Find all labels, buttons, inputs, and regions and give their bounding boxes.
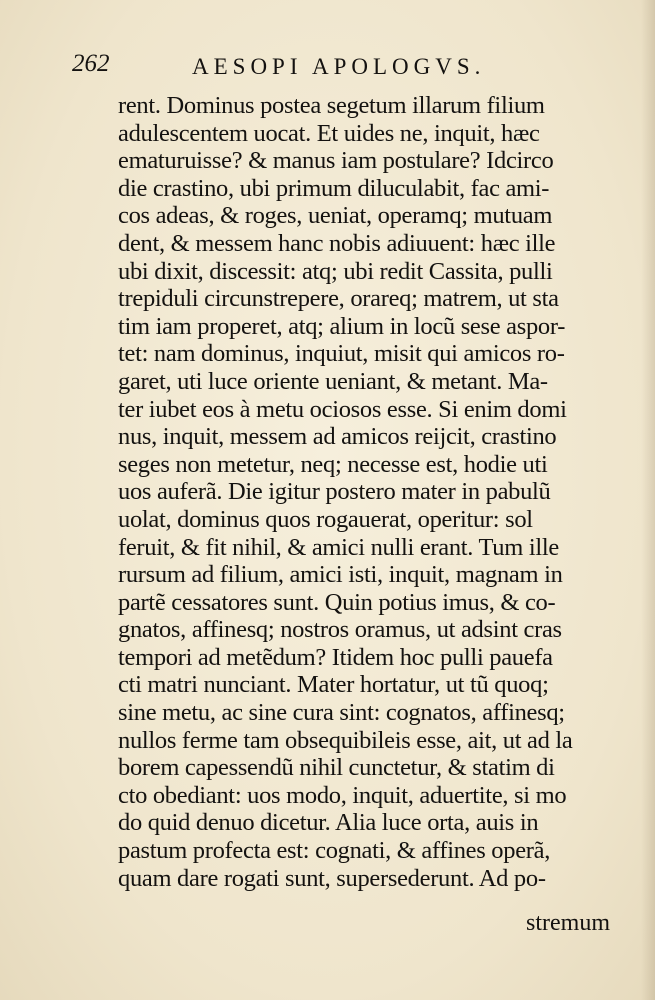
body-text: [118, 92, 628, 892]
text-line: uolat, dominus quos rogauerat, operitur: sol: [118, 505, 533, 533]
text-line: ter iubet eos à metu ociosos esse. Si enim domi: [118, 395, 567, 423]
text-line: feruit, & fit nihil, & amici nulli erant. Tum ille: [118, 533, 559, 561]
text-line: nus, inquit, messem ad amicos reijcit, crastino: [118, 423, 557, 451]
text-line: uos auferã. Die igitur postero mater in pabulũ: [118, 478, 551, 506]
text-line: gnatos, affinesq; nostros oramus, ut adsint cras: [118, 616, 562, 644]
text-line: die crastino, ubi primum diluculabit, fac ami-: [118, 174, 550, 202]
text-line: sine metu, ac sine cura sint: cognatos, affinesq;: [118, 699, 565, 727]
text-line: rursum ad filium, amici isti, inquit, magnam in: [118, 561, 563, 589]
text-line: quam dare rogati sunt, supersederunt. Ad po-: [118, 864, 546, 892]
text-line: pastum profecta est: cognati, & affines operã,: [118, 837, 551, 865]
page-edge-shadow: [641, 0, 655, 1000]
text-line: nullos ferme tam obsequibileis esse, ait, ut ad la: [118, 726, 573, 754]
text-line: partẽ cessatores sunt. Quin potius imus, & co-: [118, 588, 556, 616]
text-line: rent. Dominus postea segetum illarum filium: [118, 92, 545, 119]
running-title: AESOPI APOLOGVS.: [192, 54, 486, 79]
catchword: stremum: [526, 910, 610, 936]
text-line: cto obediant: uos modo, inquit, aduertite, si mo: [118, 781, 567, 809]
text-line: ematuruisse? & manus iam postulare? Idcirco: [118, 147, 554, 175]
text-line: dent, & messem hanc nobis adiuuent: hæc ille: [118, 229, 556, 257]
text-line: ubi dixit, discessit: atq; ubi redit Cassita, pulli: [118, 257, 553, 285]
page-number: 262: [72, 50, 110, 77]
text-line: adulescentem uocat. Et uides ne, inquit, hæc: [118, 119, 540, 147]
text-line: tempori ad metẽdum? Itidem hoc pulli pauefa: [118, 643, 553, 671]
text-line: tim iam properet, atq; alium in locũ sese aspor-: [118, 312, 566, 340]
text-line: garet, uti luce oriente ueniant, & metant. Ma-: [118, 367, 548, 395]
text-line: trepiduli circunstrepere, orareq; matrem, ut sta: [118, 285, 559, 313]
text-line: tet: nam dominus, inquiut, misit qui amicos ro-: [118, 340, 565, 368]
text-line: seges non metetur, neq; necesse est, hodie uti: [118, 450, 548, 478]
page-header: [72, 48, 592, 88]
text-line: cos adeas, & roges, ueniat, operamq; mutuam: [118, 202, 553, 230]
text-line: do quid denuo dicetur. Alia luce orta, auis in: [118, 809, 539, 837]
text-line: borem capessendũ nihil cunctetur, & statim di: [118, 754, 555, 782]
text-line: cti matri nunciant. Mater hortatur, ut tũ quoq;: [118, 671, 549, 699]
